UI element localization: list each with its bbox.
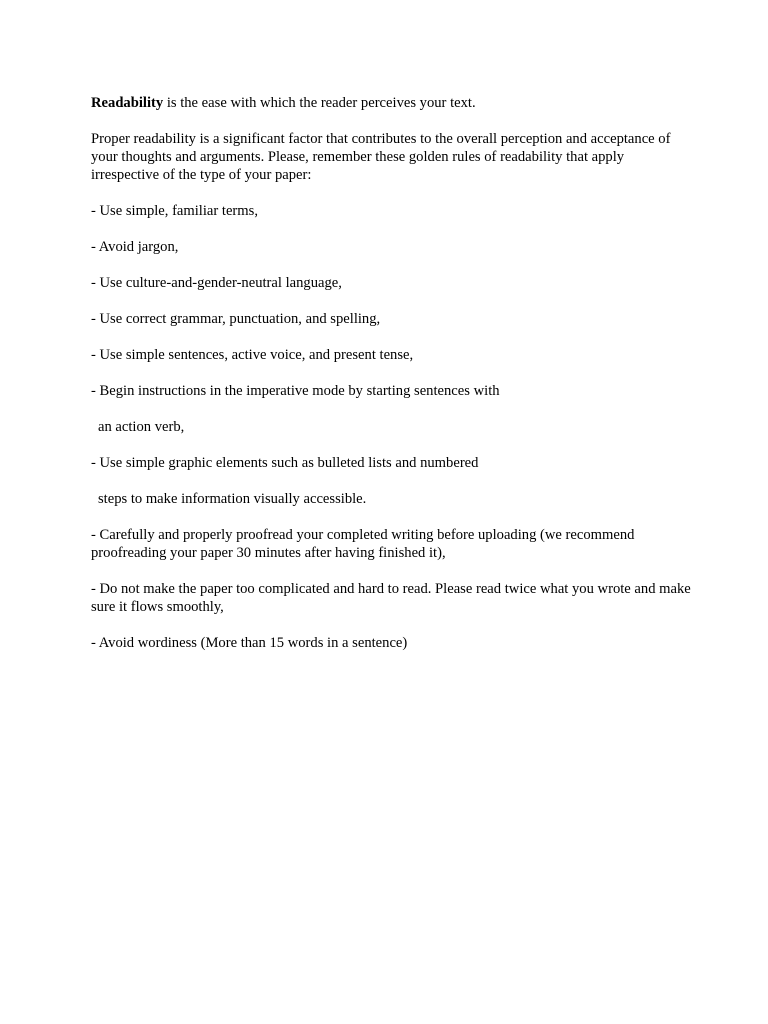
rule-imperative-mode: - Begin instructions in the imperative mode by starting sentences with [91, 383, 500, 399]
rule-proofread: - Carefully and properly proofread your completed writing before uploading (we recommend proofreading your paper 30 minutes after having finished it), [91, 527, 635, 561]
document-body [91, 94, 691, 670]
intro-definition: is the ease with which the reader perceives your text. [163, 95, 476, 111]
rule-simple-terms: - Use simple, familiar terms, [91, 203, 258, 219]
rule-imperative-mode-continued: an action verb, [98, 419, 185, 435]
rule-correct-grammar: - Use correct grammar, punctuation, and spelling, [91, 311, 381, 327]
intro-term: Readability [91, 95, 164, 111]
rule-not-complicated: - Do not make the paper too complicated and hard to read. Please read twice what you wrote and make sure it flows smoothly, [91, 581, 691, 615]
intro-paragraph [91, 94, 691, 112]
rule-simple-sentences: - Use simple sentences, active voice, and present tense, [91, 347, 414, 363]
rule-graphic-elements: - Use simple graphic elements such as bulleted lists and numbered [91, 455, 479, 471]
rule-graphic-elements-continued: steps to make information visually accessible. [98, 491, 367, 507]
rule-avoid-wordiness: - Avoid wordiness (More than 15 words in a sentence) [91, 635, 408, 651]
rule-avoid-jargon: - Avoid jargon, [91, 239, 179, 255]
rule-neutral-language: - Use culture-and-gender-neutral language, [91, 275, 342, 291]
context-paragraph: Proper readability is a significant factor that contributes to the overall perception and acceptance of your thoughts and arguments. Please, remember these golden rules of readability that apply irrespective of the type of your paper: [91, 131, 671, 183]
